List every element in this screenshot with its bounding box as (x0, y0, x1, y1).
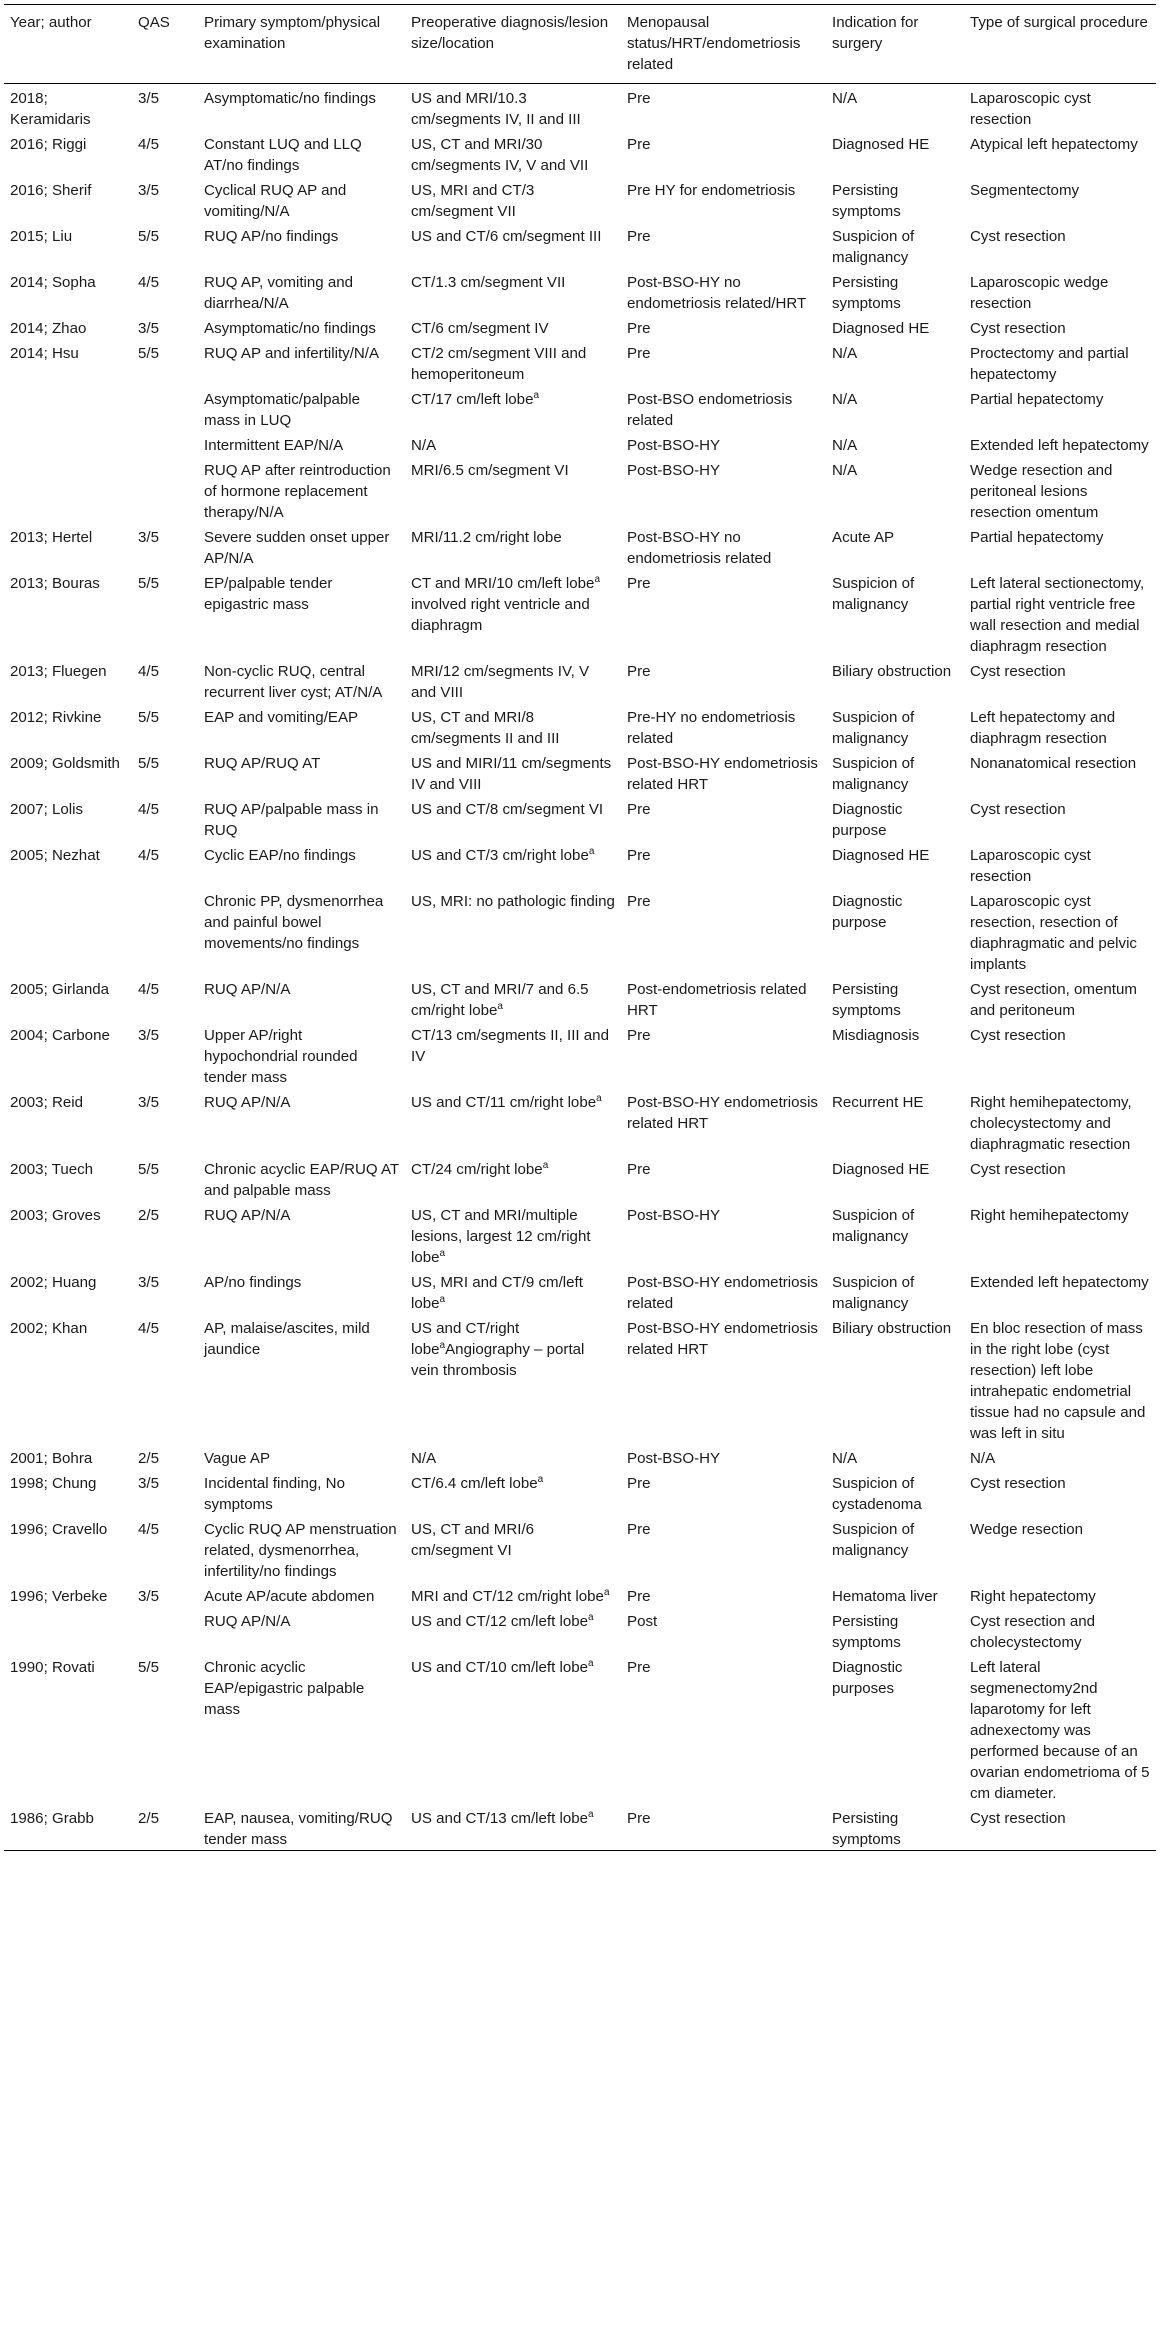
cell-surgical-procedure: Partial hepatectomy (970, 529, 1104, 546)
cell-indication: Suspicion of malignancy (832, 709, 915, 747)
cell-qas: 5/5 (138, 755, 159, 772)
cell-primary-symptom: Cyclic EAP/no findings (204, 847, 356, 864)
cell-year-author: 2013; Fluegen (10, 663, 107, 680)
cell-indication: Suspicion of malignancy (832, 575, 915, 613)
cell-primary-symptom: RUQ AP, vomiting and diarrhea/N/A (204, 274, 354, 312)
cell-indication: Persisting symptoms (832, 182, 901, 220)
cell-menopausal-status: Pre (627, 1588, 651, 1605)
cell-menopausal-status: Post (627, 1613, 658, 1630)
cell-menopausal-status: Pre (627, 1521, 651, 1538)
cell-qas: 3/5 (138, 182, 159, 199)
cell-qas: 3/5 (138, 1588, 159, 1605)
cell-primary-symptom: EAP and vomiting/EAP (204, 709, 359, 726)
footnote-marker: a (439, 1293, 446, 1305)
cell-indication: Diagnostic purpose (832, 893, 903, 931)
cell-surgical-procedure: Cyst resection (970, 663, 1066, 680)
cell-primary-symptom: Constant LUQ and LLQ AT/no findings (204, 136, 362, 174)
cell-preoperative-diagnosis: N/A (411, 1450, 437, 1467)
cell-preoperative-diagnosis: US and CT/3 cm/right lobe$^a$ (411, 845, 595, 864)
cell-preoperative-diagnosis: CT/24 cm/right lobe$^a$ (411, 1159, 549, 1178)
cell-preoperative-diagnosis: US and CT/6 cm/segment III (411, 228, 602, 245)
cell-primary-symptom: AP/no findings (204, 1274, 302, 1291)
cell-preoperative-diagnosis: US, CT and MRI/multiple lesions, largest 12 cm/right lobe$^a$ (411, 1207, 591, 1266)
cell-preoperative-diagnosis: US and MRI/10.3 cm/segments IV, II and III (411, 90, 581, 128)
table-row (4, 657, 1156, 703)
cell-qas: 4/5 (138, 136, 159, 153)
cell-year-author: 2009; Goldsmith (10, 755, 120, 772)
cell-preoperative-diagnosis: US and CT/12 cm/left lobe$^a$ (411, 1611, 594, 1630)
footnote-marker: a (596, 1092, 602, 1104)
cell-qas: 5/5 (138, 575, 159, 592)
cell-qas: 3/5 (138, 529, 159, 546)
cell-indication: N/A (832, 1450, 858, 1467)
cell-menopausal-status: Post-BSO-HY no endometriosis related (627, 529, 772, 567)
cell-year-author: 2012; Rivkine (10, 709, 102, 726)
cell-menopausal-status: Post-BSO-HY (627, 1207, 721, 1224)
cell-preoperative-diagnosis: US and CT/10 cm/left lobe$^a$ (411, 1657, 594, 1676)
cell-menopausal-status: Post-BSO-HY (627, 1450, 721, 1467)
cell-preoperative-diagnosis: US and CT/8 cm/segment VI (411, 801, 604, 818)
cell-primary-symptom: Severe sudden onset upper AP/N/A (204, 529, 390, 567)
cell-menopausal-status: Post-BSO-HY no endometriosis related/HRT (627, 274, 807, 312)
cell-indication: Persisting symptoms (832, 1810, 901, 1848)
cell-primary-symptom: RUQ AP/N/A (204, 981, 291, 998)
cell-year-author: 2003; Tuech (10, 1161, 94, 1178)
cell-menopausal-status: Pre (627, 320, 651, 337)
table-row (4, 1314, 1156, 1444)
cell-indication: N/A (832, 462, 858, 479)
cell-indication: N/A (832, 391, 858, 408)
cell-indication: Persisting symptoms (832, 981, 901, 1019)
cell-primary-symptom: Chronic acyclic EAP/epigastric palpable mass (204, 1659, 365, 1718)
cell-menopausal-status: Post-BSO endometriosis related (627, 391, 793, 429)
table-row (4, 268, 1156, 314)
cell-surgical-procedure: En bloc resection of mass in the right lobe (cyst resection) left lobe intrahepatic endometrial tissue had no capsule and was left in situ (970, 1320, 1146, 1442)
cell-preoperative-diagnosis: CT/1.3 cm/segment VII (411, 274, 566, 291)
cell-primary-symptom: RUQ AP/palpable mass in RUQ (204, 801, 379, 839)
cell-primary-symptom: RUQ AP after reintroduction of hormone replacement therapy/N/A (204, 462, 391, 521)
cell-menopausal-status: Pre (627, 893, 651, 910)
cell-menopausal-status: Post-BSO-HY endometriosis related HRT (627, 755, 818, 793)
cell-primary-symptom: Asymptomatic/no findings (204, 90, 376, 107)
table-row (4, 84, 1156, 131)
cell-qas: 3/5 (138, 1274, 159, 1291)
cell-menopausal-status: Pre-HY no endometriosis related (627, 709, 796, 747)
cell-year-author: 2002; Huang (10, 1274, 97, 1291)
cell-surgical-procedure: Right hemihepatectomy, cholecystectomy and diaphragmatic resection (970, 1094, 1132, 1153)
cell-surgical-procedure: Left lateral sectionectomy, partial right ventricle free wall resection and medial diaphragm resection (970, 575, 1145, 655)
cell-year-author: 2003; Groves (10, 1207, 101, 1224)
cell-qas: 5/5 (138, 709, 159, 726)
cell-surgical-procedure: Cyst resection (970, 1027, 1066, 1044)
cell-indication: Misdiagnosis (832, 1027, 920, 1044)
footnote-marker: a (588, 1611, 594, 1623)
header-preoperative-diagnosis: Preoperative diagnosis/lesion size/location (411, 14, 609, 52)
table-row (4, 1155, 1156, 1201)
cell-preoperative-diagnosis: US, CT and MRI/7 and 6.5 cm/right lobe$^a$ (411, 981, 589, 1019)
footnote-marker: a (588, 1657, 594, 1669)
table-row (4, 1515, 1156, 1582)
table-row (4, 130, 1156, 176)
header-qas: QAS (138, 14, 170, 31)
cell-qas: 4/5 (138, 981, 159, 998)
cell-surgical-procedure: Right hemihepatectomy (970, 1207, 1129, 1224)
footnote-marker: a (603, 1586, 610, 1598)
footnote-marker: a (537, 1473, 544, 1485)
cell-indication: Suspicion of malignancy (832, 228, 915, 266)
cell-primary-symptom: Non-cyclic RUQ, central recurrent liver cyst; AT/N/A (204, 663, 383, 701)
cell-surgical-procedure: Cyst resection, omentum and peritoneum (970, 981, 1137, 1019)
cell-menopausal-status: Post-BSO-HY endometriosis related HRT (627, 1320, 818, 1358)
cell-preoperative-diagnosis: US, CT and MRI/6 cm/segment VI (411, 1521, 535, 1559)
header-year-author: Year; author (10, 14, 92, 31)
cell-primary-symptom: AP, malaise/ascites, mild jaundice (204, 1320, 370, 1358)
cell-qas: 4/5 (138, 1521, 159, 1538)
cell-year-author (4, 887, 132, 975)
cell-primary-symptom: Chronic acyclic EAP/RUQ AT and palpable mass (204, 1161, 399, 1199)
cell-menopausal-status: Pre (627, 847, 651, 864)
cell-primary-symptom: RUQ AP/N/A (204, 1094, 291, 1111)
cell-surgical-procedure: Laparoscopic cyst resection (970, 90, 1091, 128)
table-body (4, 84, 1156, 1851)
cell-year-author: 1986; Grabb (10, 1810, 94, 1827)
footnote-marker: a (439, 1247, 446, 1259)
cell-indication: Diagnosed HE (832, 1161, 930, 1178)
cell-year-author (4, 456, 132, 523)
cell-primary-symptom: Asymptomatic/palpable mass in LUQ (204, 391, 361, 429)
cell-qas: 4/5 (138, 663, 159, 680)
cell-indication: Suspicion of malignancy (832, 1207, 915, 1245)
cell-preoperative-diagnosis: CT/2 cm/segment VIII and hemoperitoneum (411, 345, 587, 383)
cell-menopausal-status: Pre (627, 1161, 651, 1178)
table-row (4, 841, 1156, 887)
header-indication: Indication for surgery (832, 14, 919, 52)
cell-year-author: 1996; Cravello (10, 1521, 108, 1538)
cell-year-author: 2005; Nezhat (10, 847, 100, 864)
cell-primary-symptom: Cyclic RUQ AP menstruation related, dysmenorrhea, infertility/no findings (204, 1521, 397, 1580)
cell-indication: N/A (832, 90, 858, 107)
cell-qas: 4/5 (138, 274, 159, 291)
cell-year-author: 1996; Verbeke (10, 1588, 108, 1605)
table-row (4, 1201, 1156, 1268)
cell-primary-symptom: RUQ AP/N/A (204, 1207, 291, 1224)
cell-qas: 3/5 (138, 1475, 159, 1492)
cell-preoperative-diagnosis: CT/6.4 cm/left lobe$^a$ (411, 1473, 544, 1492)
cell-indication: N/A (832, 345, 858, 362)
cell-preoperative-diagnosis: CT/6 cm/segment IV (411, 320, 549, 337)
cell-qas (132, 1607, 198, 1653)
cell-surgical-procedure: Cyst resection (970, 320, 1066, 337)
cell-qas: 3/5 (138, 1027, 159, 1044)
cell-indication: Diagnostic purposes (832, 1659, 903, 1697)
cell-indication: Persisting symptoms (832, 274, 901, 312)
cell-year-author: 1990; Rovati (10, 1659, 95, 1676)
cell-indication: N/A (832, 437, 858, 454)
cell-primary-symptom: RUQ AP/no findings (204, 228, 339, 245)
cell-qas: 5/5 (138, 1659, 159, 1676)
cell-year-author: 2005; Girlanda (10, 981, 110, 998)
cell-surgical-procedure: Laparoscopic cyst resection (970, 847, 1091, 885)
cell-qas: 5/5 (138, 345, 159, 362)
table-row (4, 1444, 1156, 1469)
cell-surgical-procedure: Wedge resection and peritoneal lesions resection omentum (970, 462, 1113, 521)
table-row (4, 1804, 1156, 1851)
table-row (4, 795, 1156, 841)
cell-menopausal-status: Pre (627, 345, 651, 362)
cell-surgical-procedure: Left hepatectomy and diaphragm resection (970, 709, 1116, 747)
cell-primary-symptom: Vague AP (204, 1450, 271, 1467)
table-row (4, 456, 1156, 523)
cell-primary-symptom: Asymptomatic/no findings (204, 320, 376, 337)
cell-preoperative-diagnosis: MRI/11.2 cm/right lobe (411, 529, 562, 546)
table-row (4, 703, 1156, 749)
table-row (4, 1021, 1156, 1088)
cell-preoperative-diagnosis: MRI and CT/12 cm/right lobe$^a$ (411, 1586, 610, 1605)
cell-year-author: 2015; Liu (10, 228, 73, 245)
table-row (4, 1088, 1156, 1155)
cell-qas (132, 456, 198, 523)
table-row (4, 1268, 1156, 1314)
table-row (4, 1582, 1156, 1607)
cell-menopausal-status: Post-BSO-HY (627, 462, 721, 479)
cell-indication: Suspicion of malignancy (832, 1521, 915, 1559)
cell-primary-symptom: EP/palpable tender epigastric mass (204, 575, 333, 613)
footnote-marker: a (439, 1339, 446, 1351)
cell-menopausal-status: Pre (627, 136, 651, 153)
cell-preoperative-diagnosis: CT/17 cm/left lobe$^a$ (411, 389, 540, 408)
cell-year-author: 2014; Hsu (10, 345, 79, 362)
cell-preoperative-diagnosis: US and CT/right lobe$^a$Angiography – portal vein thrombosis (411, 1320, 585, 1379)
table-row (4, 222, 1156, 268)
cell-indication: Suspicion of cystadenoma (832, 1475, 922, 1513)
cell-year-author: 2016; Sherif (10, 182, 92, 199)
cell-menopausal-status: Post-endometriosis related HRT (627, 981, 807, 1019)
cell-menopausal-status: Pre (627, 1027, 651, 1044)
cell-primary-symptom: RUQ AP and infertility/N/A (204, 345, 380, 362)
cell-year-author (4, 385, 132, 431)
literature-review-table (4, 4, 1156, 1851)
table-row (4, 887, 1156, 975)
cell-surgical-procedure: Wedge resection (970, 1521, 1083, 1538)
cell-qas: 4/5 (138, 847, 159, 864)
header-primary-symptom: Primary symptom/physical examination (204, 14, 381, 52)
cell-indication: Recurrent HE (832, 1094, 924, 1111)
cell-menopausal-status: Post-BSO-HY (627, 437, 721, 454)
cell-surgical-procedure: Atypical left hepatectomy (970, 136, 1138, 153)
table-row (4, 431, 1156, 456)
cell-menopausal-status: Pre (627, 1810, 651, 1827)
cell-primary-symptom: Chronic PP, dysmenorrhea and painful bowel movements/no findings (204, 893, 384, 952)
table-row (4, 749, 1156, 795)
cell-surgical-procedure: Cyst resection (970, 1810, 1066, 1827)
cell-year-author: 2014; Zhao (10, 320, 87, 337)
cell-year-author: 1998; Chung (10, 1475, 97, 1492)
cell-menopausal-status: Pre (627, 575, 651, 592)
footnote-marker: a (594, 573, 601, 585)
cell-surgical-procedure: Cyst resection (970, 801, 1066, 818)
cell-preoperative-diagnosis: US, MRI and CT/3 cm/segment VII (411, 182, 535, 220)
cell-primary-symptom: RUQ AP/N/A (204, 1613, 291, 1630)
cell-preoperative-diagnosis: US, CT and MRI/30 cm/segments IV, V and VII (411, 136, 589, 174)
cell-surgical-procedure: Laparoscopic cyst resection, resection of diaphragmatic and pelvic implants (970, 893, 1137, 973)
cell-menopausal-status: Post-BSO-HY endometriosis related (627, 1274, 818, 1312)
cell-qas: 3/5 (138, 320, 159, 337)
cell-indication: Biliary obstruction (832, 1320, 952, 1337)
cell-year-author: 2003; Reid (10, 1094, 84, 1111)
cell-primary-symptom: Cyclical RUQ AP and vomiting/N/A (204, 182, 347, 220)
cell-year-author (4, 431, 132, 456)
cell-preoperative-diagnosis: N/A (411, 437, 437, 454)
cell-menopausal-status: Pre (627, 90, 651, 107)
cell-qas: 3/5 (138, 90, 159, 107)
table-row (4, 1653, 1156, 1804)
cell-year-author: 2013; Hertel (10, 529, 93, 546)
cell-indication: Hematoma liver (832, 1588, 938, 1605)
cell-menopausal-status: Pre (627, 801, 651, 818)
cell-surgical-procedure: Partial hepatectomy (970, 391, 1104, 408)
cell-indication: Suspicion of malignancy (832, 1274, 915, 1312)
table-row (4, 523, 1156, 569)
cell-qas (132, 385, 198, 431)
footnote-marker: a (588, 1808, 594, 1820)
header-menopausal-status: Menopausal status/HRT/endometriosis related (627, 14, 801, 73)
cell-menopausal-status: Post-BSO-HY endometriosis related HRT (627, 1094, 818, 1132)
cell-qas (132, 431, 198, 456)
table-row (4, 385, 1156, 431)
table-row (4, 1607, 1156, 1653)
table-row (4, 1469, 1156, 1515)
cell-year-author: 2007; Lolis (10, 801, 84, 818)
cell-year-author: 2002; Khan (10, 1320, 88, 1337)
cell-preoperative-diagnosis: US and CT/11 cm/right lobe$^a$ (411, 1092, 602, 1111)
cell-year-author: 2018; Keramidaris (10, 90, 91, 128)
cell-year-author (4, 1607, 132, 1653)
cell-indication: Biliary obstruction (832, 663, 952, 680)
cell-menopausal-status: Pre (627, 663, 651, 680)
footnote-marker: a (533, 389, 540, 401)
cell-surgical-procedure: Segmentectomy (970, 182, 1080, 199)
cell-surgical-procedure: Cyst resection (970, 1475, 1066, 1492)
cell-qas: 5/5 (138, 1161, 159, 1178)
cell-preoperative-diagnosis: CT/13 cm/segments II, III and IV (411, 1027, 609, 1065)
cell-surgical-procedure: N/A (970, 1450, 996, 1467)
cell-surgical-procedure: Extended left hepatectomy (970, 437, 1149, 454)
cell-menopausal-status: Pre (627, 1475, 651, 1492)
cell-qas: 3/5 (138, 1094, 159, 1111)
cell-preoperative-diagnosis: CT and MRI/10 cm/left lobe$^a$ involved right ventricle and diaphragm (411, 573, 601, 634)
cell-indication: Acute AP (832, 529, 895, 546)
cell-preoperative-diagnosis: US, CT and MRI/8 cm/segments II and III (411, 709, 560, 747)
cell-menopausal-status: Pre HY for endometriosis (627, 182, 796, 199)
cell-primary-symptom: Intermittent EAP/N/A (204, 437, 344, 454)
cell-qas: 2/5 (138, 1810, 159, 1827)
cell-surgical-procedure: Cyst resection and cholecystectomy (970, 1613, 1096, 1651)
cell-preoperative-diagnosis: US, MRI: no pathologic finding (411, 893, 615, 910)
cell-surgical-procedure: Extended left hepatectomy (970, 1274, 1149, 1291)
cell-primary-symptom: RUQ AP/RUQ AT (204, 755, 321, 772)
header-row (4, 5, 1156, 84)
cell-qas: 2/5 (138, 1450, 159, 1467)
cell-menopausal-status: Pre (627, 1659, 651, 1676)
cell-surgical-procedure: Right hepatectomy (970, 1588, 1096, 1605)
cell-primary-symptom: EAP, nausea, vomiting/RUQ tender mass (204, 1810, 393, 1848)
cell-surgical-procedure: Cyst resection (970, 1161, 1066, 1178)
cell-indication: Diagnosed HE (832, 136, 930, 153)
cell-year-author: 2013; Bouras (10, 575, 100, 592)
cell-menopausal-status: Pre (627, 228, 651, 245)
cell-indication: Diagnostic purpose (832, 801, 903, 839)
cell-surgical-procedure: Nonanatomical resection (970, 755, 1137, 772)
cell-qas: 4/5 (138, 801, 159, 818)
cell-surgical-procedure: Cyst resection (970, 228, 1066, 245)
cell-qas: 2/5 (138, 1207, 159, 1224)
cell-primary-symptom: Acute AP/acute abdomen (204, 1588, 375, 1605)
cell-qas: 5/5 (138, 228, 159, 245)
table-row (4, 176, 1156, 222)
cell-qas (132, 887, 198, 975)
header-surgical-procedure: Type of surgical procedure (970, 14, 1148, 31)
cell-indication: Diagnosed HE (832, 847, 930, 864)
table-header (4, 5, 1156, 84)
footnote-marker: a (588, 845, 595, 857)
footnote-marker: a (497, 1000, 503, 1012)
cell-primary-symptom: Upper AP/right hypochondrial rounded tender mass (204, 1027, 358, 1086)
cell-preoperative-diagnosis: US and CT/13 cm/left lobe$^a$ (411, 1808, 594, 1827)
cell-surgical-procedure: Left lateral segmenectomy2nd laparotomy for left adnexectomy was performed because of an ovarian endometrioma of 5 cm diameter. (970, 1659, 1150, 1802)
cell-preoperative-diagnosis: MRI/12 cm/segments IV, V and VIII (411, 663, 590, 701)
cell-indication: Persisting symptoms (832, 1613, 901, 1651)
cell-qas: 4/5 (138, 1320, 159, 1337)
cell-year-author: 2014; Sopha (10, 274, 96, 291)
cell-preoperative-diagnosis: MRI/6.5 cm/segment VI (411, 462, 569, 479)
table-row (4, 314, 1156, 339)
cell-primary-symptom: Incidental finding, No symptoms (204, 1475, 345, 1513)
cell-year-author: 2004; Carbone (10, 1027, 110, 1044)
cell-year-author: 2001; Bohra (10, 1450, 93, 1467)
cell-year-author: 2016; Riggi (10, 136, 87, 153)
cell-preoperative-diagnosis: US and MIRI/11 cm/segments IV and VIII (411, 755, 612, 793)
table-row (4, 569, 1156, 657)
cell-indication: Suspicion of malignancy (832, 755, 915, 793)
cell-surgical-procedure: Proctectomy and partial hepatectomy (970, 345, 1129, 383)
table-row (4, 339, 1156, 385)
cell-indication: Diagnosed HE (832, 320, 930, 337)
cell-preoperative-diagnosis: US, MRI and CT/9 cm/left lobe$^a$ (411, 1274, 583, 1312)
cell-surgical-procedure: Laparoscopic wedge resection (970, 274, 1109, 312)
footnote-marker: a (542, 1159, 549, 1171)
table-row (4, 975, 1156, 1021)
